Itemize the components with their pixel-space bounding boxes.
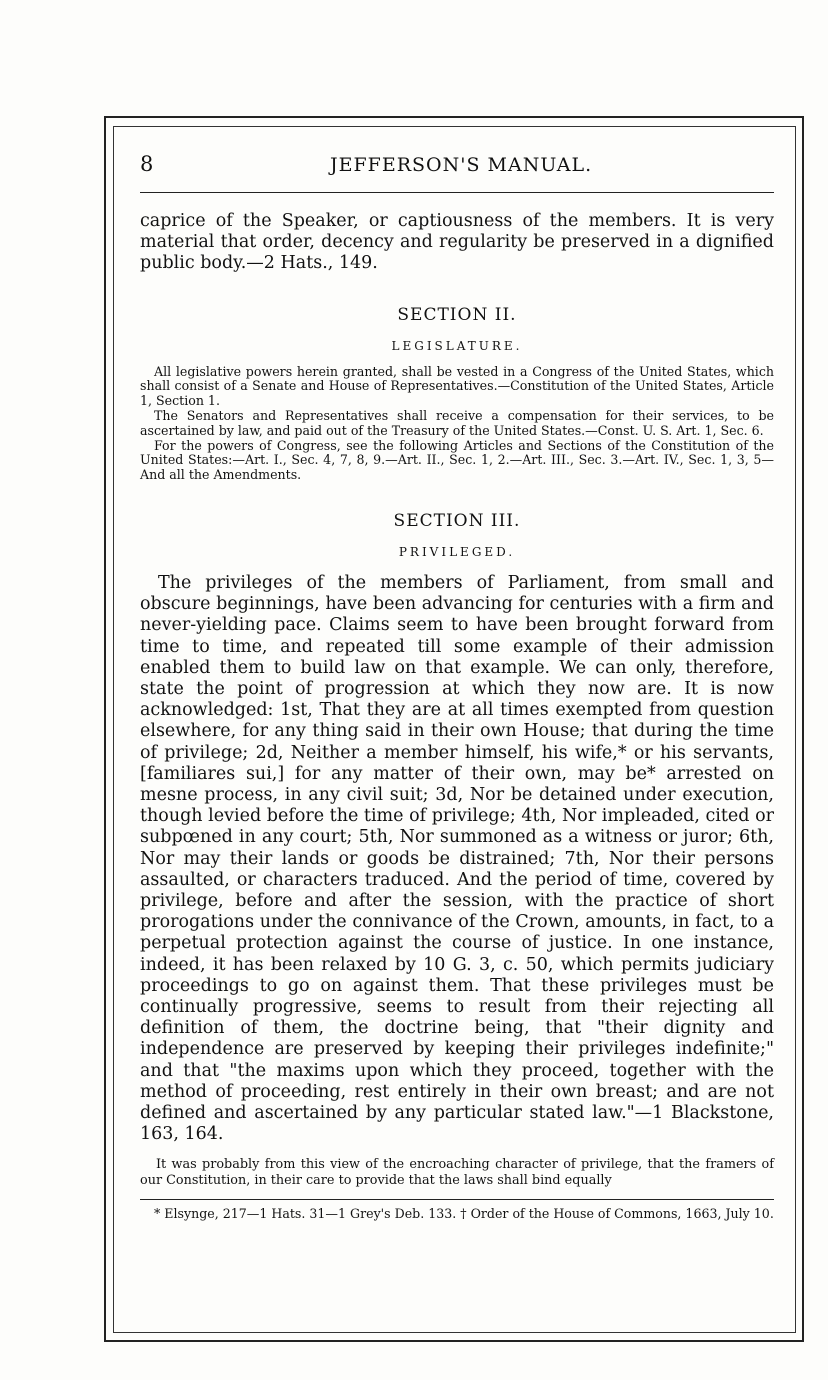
section-2-paragraph: All legislative powers herein granted, shall be vested in a Congress of the United States, which shall consist of a Senate and House of Representatives.—Constitution of the United States, Article 1, Section 1. bbox=[140, 363, 774, 409]
section-3-body: The privileges of the members of Parliament, from small and obscure beginnings, have been advancing for centuries with a firm and never-yielding pace. Claims seem to have been brought forward from time to time, and repeated till some example of their admission enabled them to build law on that example. We can only, therefore, state the point of progression at which they now are. It is now acknowledged: 1st, That they are at all times exempted from question elsewhere, for any thing said in their own House; that during the time of privilege; 2d, Neither a member himself, his wife,* or his servants, [familiares sui,] for any matter of their own, may be* arrested on mesne process, in any civil suit; 3d, Nor be detained under execution, though levied before the time of privilege; 4th, Nor impleaded, cited or subpœned in any court; 5th, Nor summoned as a witness or juror; 6th, Nor may their lands or goods be distrained; 7th, Nor their persons assaulted, or characters traduced. And the period of time, covered by privilege, before and after the session, with the practice of short prorogations under the connivance of the Crown, amounts, in fact, to a perpetual protection against the course of justice. In one instance, indeed, it has been relaxed by 10 G. 3, c. 50, which permits judiciary proceedings to go on against them. That these privileges must be continually progressive, seems to result from their rejecting all definition of them, the doctrine being, that "their dignity and independence are preserved by keeping their privileges indefinite;" and that "the maxims upon which they proceed, together with the method of proceeding, rest entirely in their own breast; and are not defined and ascertained by any particular stated law."—1 Blackstone, 163, 164. bbox=[140, 572, 774, 1145]
section-3-title: SECTION III. bbox=[393, 510, 521, 531]
section-2-paragraph: The Senators and Representatives shall receive a compensation for their services, to be ascertained by law, and paid out of the Treasury of the United States.—Const. U. S. Art. 1, Sec. 6. bbox=[140, 408, 774, 438]
section-3-subtitle: PRIVILEGED. bbox=[398, 544, 516, 559]
footnotes: * Elsynge, 217—1 Hats. 31—1 Grey's Deb. 133. † Order of the House of Commons, 1663, July 10. bbox=[154, 1206, 774, 1222]
section-2-subtitle: LEGISLATURE. bbox=[391, 338, 523, 353]
section-3-note: It was probably from this view of the encroaching character of privilege, that the framers of our Constitution, in their care to provide that the laws shall bind equally bbox=[140, 1157, 774, 1189]
page-number: 8 bbox=[140, 152, 154, 176]
footnote-rule bbox=[140, 1199, 774, 1200]
running-head bbox=[140, 140, 774, 193]
section-2-title: SECTION II. bbox=[397, 304, 517, 325]
running-title: JEFFERSON'S MANUAL. bbox=[330, 154, 593, 176]
intro-paragraph: caprice of the Speaker, or captiousness of the members. It is very material that order, decency and regularity be preserved in a dignified public body.—2 Hats., 149. bbox=[140, 211, 774, 274]
page-content bbox=[140, 140, 774, 1221]
section-2-paragraph: For the powers of Congress, see the following Articles and Sections of the Constitution of the United States:—Art. I., Sec. 4, 7, 8, 9.—Art. II., Sec. 1, 2.—Art. III., Sec. 3.—Art. IV., Sec. 1, 3, 5—And all the Amendments. bbox=[140, 437, 774, 483]
